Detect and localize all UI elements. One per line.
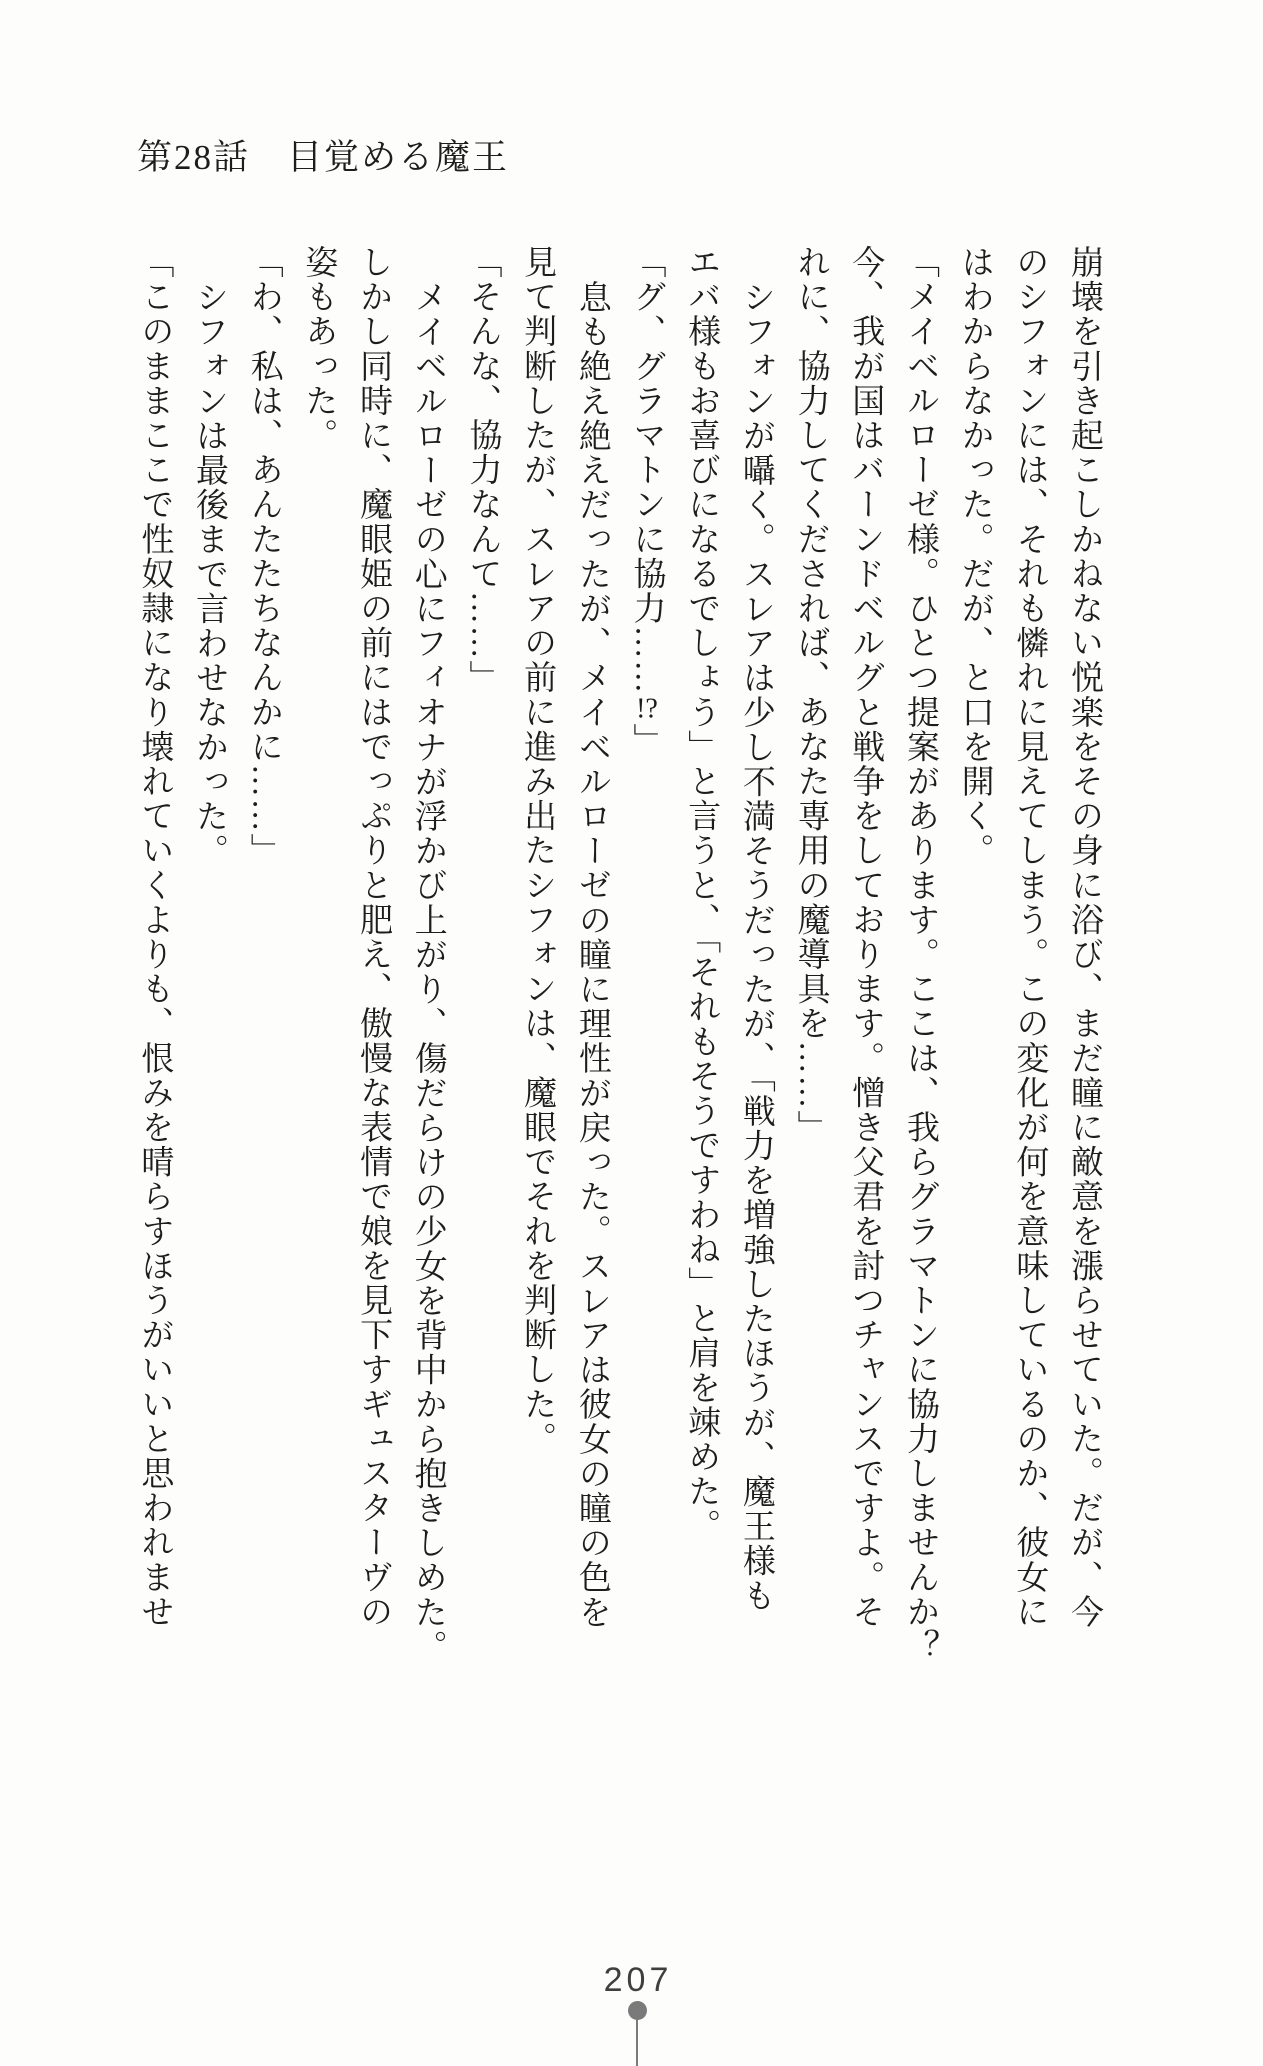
text-column: 「グ、グラマトンに協力……!?」	[628, 245, 665, 758]
text-column: 姿もあった。	[300, 245, 337, 453]
text-column: 「このままここで性奴隷になり壊れていくよりも、恨みを晴らすほうがいいと思われませ	[136, 245, 173, 1629]
text-column: しかし同時に、魔眼姫の前にはでっぷりと肥え、傲慢な表情で娘を見下すギュスターヴの	[355, 245, 392, 1629]
tate-chu-yoko: !?	[636, 694, 658, 723]
text-column: 今、我が国はバーンドベルグと戦争をしております。憎き父君を討つチャンスですよ。そ	[847, 245, 884, 1629]
text-column: 見て判断したが、スレアの前に進み出たシフォンは、魔眼でそれを判断した。	[519, 245, 556, 1456]
text-column: のシフォンには、それも憐れに見えてしまう。この変化が何を意味しているのか、彼女に	[1011, 245, 1048, 1629]
text-column: シフォンが囁く。スレアは少し不満そうだったが、「戦力を増強したほうが、魔王様も	[737, 279, 774, 1613]
text-column: 「そんな、協力なんて……」	[464, 245, 501, 695]
page-number: 207	[603, 1961, 673, 1999]
text-column: はわからなかった。だが、と口を開く。	[956, 245, 993, 868]
text-column: シフォンは最後まで言わせなかった。	[191, 279, 227, 868]
text-column: メイベルローゼの心にフィオナが浮かび上がり、傷だらけの少女を背中から抱きしめた。	[409, 279, 446, 1664]
text-column: れに、協力してくだされば、あなた専用の魔導具を……」	[792, 245, 829, 1145]
text-column: 「メイベルローゼ様。ひとつ提案があります。ここは、我らグラマトンに協力しませんか？	[901, 245, 938, 1664]
page-marker-line	[636, 2012, 638, 2066]
text-column: エバ様もお喜びになるでしょう」と言うと、「それもそうですわね」と肩を竦めた。	[683, 245, 720, 1544]
text-column: 「わ、私は、あんたたちなんかに……」	[245, 245, 282, 868]
body-text	[127, 245, 1111, 1705]
text-column: 崩壊を引き起こしかねない悦楽をその身に浴び、まだ瞳に敵意を漲らせていた。だが、今	[1066, 245, 1102, 1629]
chapter-header: 第28話 目覚める魔王	[137, 138, 510, 177]
text-column: 息も絶え絶えだったが、メイベルローゼの瞳に理性が戻った。スレアは彼女の瞳の色を	[573, 279, 610, 1629]
